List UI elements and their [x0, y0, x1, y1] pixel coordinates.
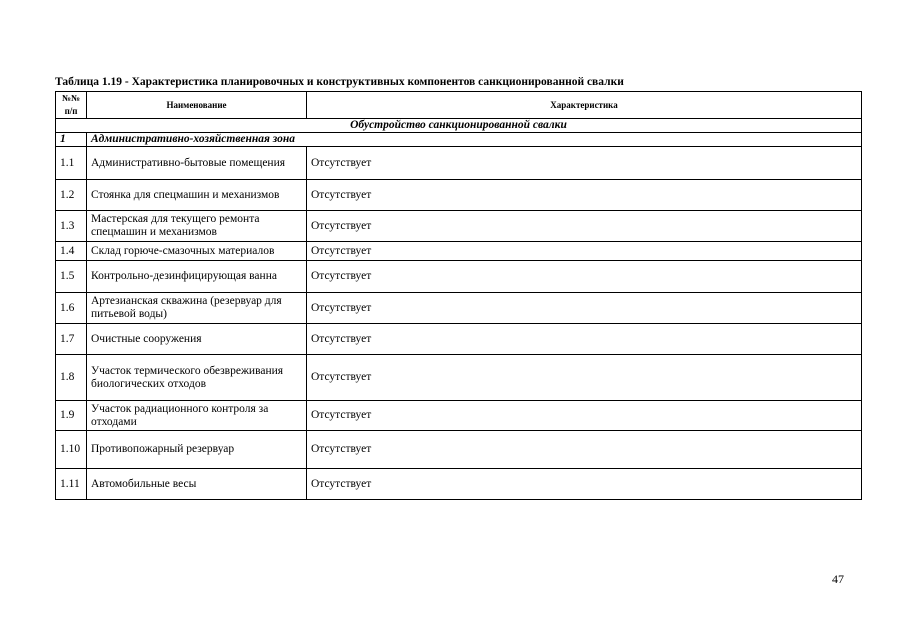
row-num: 1.7 [56, 324, 87, 355]
table-row [56, 293, 862, 324]
table-row [56, 261, 862, 293]
header-characteristic: Характеристика [307, 92, 862, 119]
row-name: Контрольно-дезинфицирующая ванна [87, 261, 307, 293]
row-num: 1.8 [56, 355, 87, 401]
section-row [56, 119, 862, 133]
row-value: Отсутствует [307, 293, 862, 324]
row-value: Отсутствует [307, 261, 862, 293]
characteristics-table [55, 91, 862, 500]
table-row [56, 431, 862, 469]
row-name: Мастерская для текущего ремонта спецмашин и механизмов [87, 211, 307, 242]
table-row [56, 469, 862, 500]
row-value: Отсутствует [307, 469, 862, 500]
row-value: Отсутствует [307, 242, 862, 261]
row-num: 1.3 [56, 211, 87, 242]
row-value: Отсутствует [307, 355, 862, 401]
table-row [56, 211, 862, 242]
row-num: 1.1 [56, 147, 87, 180]
row-name: Административно-бытовые помещения [87, 147, 307, 180]
header-row [56, 92, 862, 119]
section-title: Обустройство санкционированной свалки [56, 119, 862, 133]
page-number: 47 [832, 572, 844, 586]
table-row [56, 401, 862, 431]
table-row [56, 180, 862, 211]
row-value: Отсутствует [307, 180, 862, 211]
row-value: Отсутствует [307, 324, 862, 355]
header-num [56, 92, 87, 119]
row-name: Участок радиационного контроля за отходами [87, 401, 307, 431]
row-name: Противопожарный резервуар [87, 431, 307, 469]
row-value: Отсутствует [307, 211, 862, 242]
row-num: 1.4 [56, 242, 87, 261]
row-num: 1.9 [56, 401, 87, 431]
table-row [56, 324, 862, 355]
row-name: Артезианская скважина (резервуар для питьевой воды) [87, 293, 307, 324]
row-name: Стоянка для спецмашин и механизмов [87, 180, 307, 211]
row-value: Отсутствует [307, 431, 862, 469]
row-num: 1.5 [56, 261, 87, 293]
table-row [56, 147, 862, 180]
row-num: 1.6 [56, 293, 87, 324]
zone-title: Административно-хозяйственная зона [87, 133, 862, 147]
header-name: Наименование [87, 92, 307, 119]
row-value: Отсутствует [307, 147, 862, 180]
row-num: 1.2 [56, 180, 87, 211]
row-name: Автомобильные весы [87, 469, 307, 500]
table-caption: Таблица 1.19 - Характеристика планировочных и конструктивных компонентов санкционированной свалки [55, 76, 624, 88]
row-name: Склад горюче-смазочных материалов [87, 242, 307, 261]
table-row [56, 242, 862, 261]
row-name: Участок термического обезвреживания биологических отходов [87, 355, 307, 401]
table-row [56, 355, 862, 401]
zone-row [56, 133, 862, 147]
row-value: Отсутствует [307, 401, 862, 431]
zone-num: 1 [56, 133, 87, 147]
row-num: 1.10 [56, 431, 87, 469]
row-name: Очистные сооружения [87, 324, 307, 355]
header-num-line1: №№ [61, 93, 81, 103]
header-num-line2: п/п [64, 106, 78, 116]
row-num: 1.11 [56, 469, 87, 500]
